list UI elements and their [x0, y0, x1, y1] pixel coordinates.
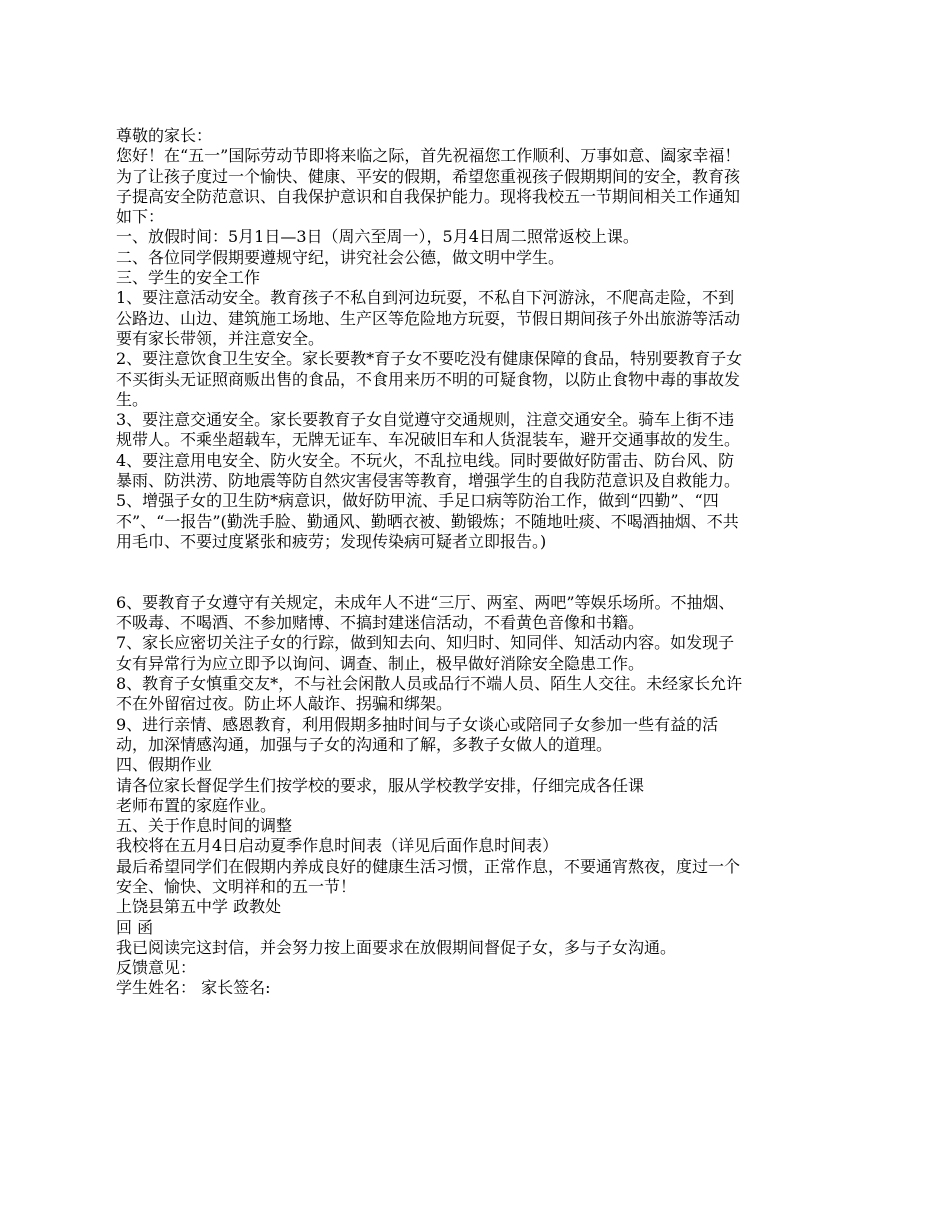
item-9-line-2: 动，加深情感沟通，加强与子女的沟通和了解，多教子女做人的道理。	[116, 734, 613, 754]
item-3-line-1: 3、要注意交通安全。家长要教育子女自觉遵守交通规则，注意交通安全。骑车上街不违	[116, 410, 735, 430]
letter-document	[116, 126, 841, 999]
item-6-line-2: 不吸毒、不喝酒、不参加赌博、不搞封建迷信活动，不看黄色音像和书籍。	[116, 613, 645, 633]
item-8-line-1: 8、教育子女慎重交友*，不与社会闲散人员或品行不端人员、陌生人交往。未经家长允许	[116, 674, 743, 694]
reply-heading: 回 函	[116, 917, 154, 937]
item-6-line-1: 6、要教育子女遵守有关规定，未成年人不进“三厅、两室、两吧”等娱乐场所。不抽烟、	[116, 592, 735, 612]
item-5-line-2: 不”、“一报告”(勤洗手脸、勤通风、勤晒衣被、勤锻炼；不随地吐痰、不喝酒抽烟、不共	[116, 511, 739, 531]
item-7-line-2: 女有异常行为应立即予以询问、调查、制止，极早做好消除安全隐患工作。	[116, 653, 645, 673]
item-2-line-2: 不买街头无证照商贩出售的食品，不食用来历不明的可疑食物，以防止食物中毒的事故发	[116, 369, 741, 389]
item-1-line-3: 要有家长带领，并注意安全。	[116, 328, 325, 348]
item-5-line-3: 用毛巾、不要过度紧张和疲劳；发现传染病可疑者立即报告。)	[116, 531, 547, 551]
schedule-line: 我校将在五月4日启动夏季作息时间表（详见后面作息时间表）	[116, 836, 559, 856]
section-1-holiday-dates: 一、放假时间：5月1日—3日（周六至周一），5月4日周二照常返校上课。	[116, 227, 639, 247]
intro-line-1: 为了让孩子度过一个愉快、健康、平安的假期，希望您重视孩子假期期间的安全，教育孩	[116, 166, 741, 186]
homework-line-2: 老师布置的家庭作业。	[116, 795, 277, 815]
item-2-line-3: 生。	[116, 389, 149, 409]
reply-statement: 我已阅读完这封信，并会努力按上面要求在放假期间督促子女，多与子女沟通。	[116, 937, 677, 957]
item-3-line-2: 规带人。不乘坐超载车，无牌无证车、车况破旧车和人货混装车，避开交通事故的发生。	[116, 430, 741, 450]
item-2-line-1: 2、要注意饮食卫生安全。家长要教*育子女不要吃没有健康保障的食品，特别要教育子女	[116, 349, 743, 369]
blank-spacer	[116, 552, 841, 593]
salutation: 尊敬的家长：	[116, 126, 213, 145]
section-2-discipline: 二、各位同学假期要遵规守纪，讲究社会公德，做文明中学生。	[116, 247, 565, 267]
section-3-heading: 三、学生的安全工作	[116, 268, 261, 288]
item-9-line-1: 9、进行亲情、感恩教育，利用假期多抽时间与子女谈心或陪同子女参加一些有益的活	[116, 714, 719, 734]
closing-line-2: 安全、愉快、文明祥和的五一节！	[116, 876, 357, 896]
homework-line-1: 请各位家长督促学生们按学校的要求，服从学校教学安排，仔细完成各任课	[116, 775, 645, 795]
section-4-heading: 四、假期作业	[116, 755, 213, 775]
item-1-line-1: 1、要注意活动安全。教育孩子不私自到河边玩耍，不私自下河游泳，不爬高走险，不到	[116, 288, 735, 308]
greeting-line: 您好！在“五一”国际劳动节即将来临之际，首先祝福您工作顺利、万事如意、阖家幸福！	[116, 146, 741, 166]
item-4-line-2: 暴雨、防洪涝、防地震等防自然灾害侵害等教育，增强学生的自我防范意识及自救能力。	[116, 471, 741, 491]
student-parent-signature-labels: 学生姓名： 家长签名:	[116, 978, 271, 998]
sender-signature: 上饶县第五中学 政教处	[116, 897, 282, 917]
item-5-line-1: 5、增强子女的卫生防*病意识，做好防甲流、手足口病等防治工作，做到“四勤”、“四	[116, 491, 719, 511]
item-1-line-2: 公路边、山边、建筑施工场地、生产区等危险地方玩耍，节假日期间孩子外出旅游等活动	[116, 308, 741, 328]
item-7-line-1: 7、家长应密切关注子女的行踪，做到知去向、知归时、知同伴、知活动内容。如发现子	[116, 633, 735, 653]
feedback-label: 反馈意见：	[116, 958, 197, 978]
item-8-line-2: 不在外留宿过夜。防止坏人敲诈、拐骗和绑架。	[116, 694, 453, 714]
section-5-heading: 五、关于作息时间的调整	[116, 816, 293, 836]
item-4-line-1: 4、要注意用电安全、防火安全。不玩火，不乱拉电线。同时要做好防雷击、防台风、防	[116, 450, 735, 470]
closing-line-1: 最后希望同学们在假期内养成良好的健康生活习惯，正常作息，不要通宵熬夜，度过一个	[116, 856, 741, 876]
intro-line-3: 如下：	[116, 207, 165, 227]
intro-line-2: 子提高安全防范意识、自我保护意识和自我保护能力。现将我校五一节期间相关工作通知	[116, 186, 741, 206]
